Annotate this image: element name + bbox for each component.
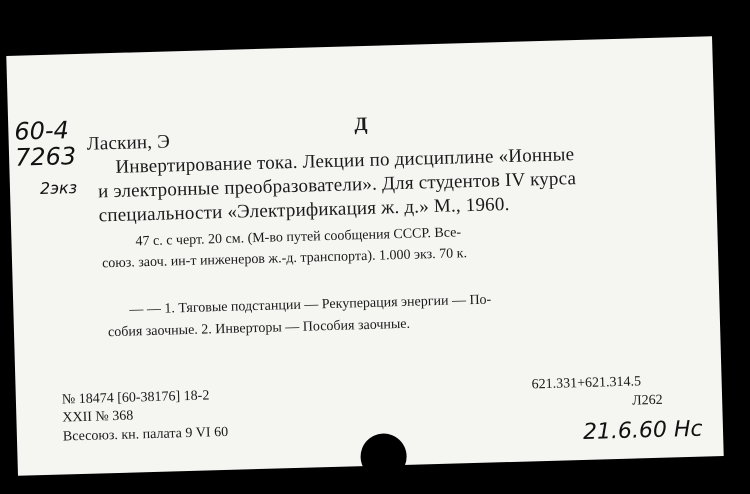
call-number-line2: 7263 [14, 142, 77, 172]
call-number-line1: 60-4 [14, 116, 70, 146]
copies-note: 2экз [39, 178, 78, 199]
card-letter: Д [354, 113, 368, 136]
handwritten-date: 21.6.60 Нс [582, 416, 703, 445]
title-line-2: и электронные преобразователи». Для студентов IV курса [97, 168, 577, 203]
udc-classification: 621.331+621.314.5 [531, 374, 642, 393]
author: Ласкин, Э [86, 131, 171, 155]
series-number: XXII № 368 [62, 408, 134, 426]
title-line-1: Инвертирование тока. Лекции по дисциплине «Ионные [115, 144, 575, 178]
catalog-card [6, 36, 723, 476]
subjects-line-2: собия заочные. 2. Инверторы — Пособия заочные. [107, 316, 411, 341]
subjects-line-1: — — 1. Тяговые подстанции — Рекуперация энергии — По- [129, 292, 492, 318]
catalog-code: Л262 [631, 392, 663, 409]
publisher-chamber: Всесоюз. кн. палата 9 VI 60 [62, 424, 229, 445]
details-line-1: 47 с. с черт. 20 см. (М-во путей сообщения СССР. Все- [135, 225, 462, 250]
title-line-3: специальности «Электрификация ж. д.» М., 1960. [98, 193, 510, 227]
punch-hole [360, 433, 407, 480]
registration-number: № 18474 [60-38176] 18-2 [61, 388, 210, 408]
details-line-2: союз. заоч. ин-т инженеров ж.-д. транспорта). 1.000 экз. 70 к. [101, 246, 468, 272]
